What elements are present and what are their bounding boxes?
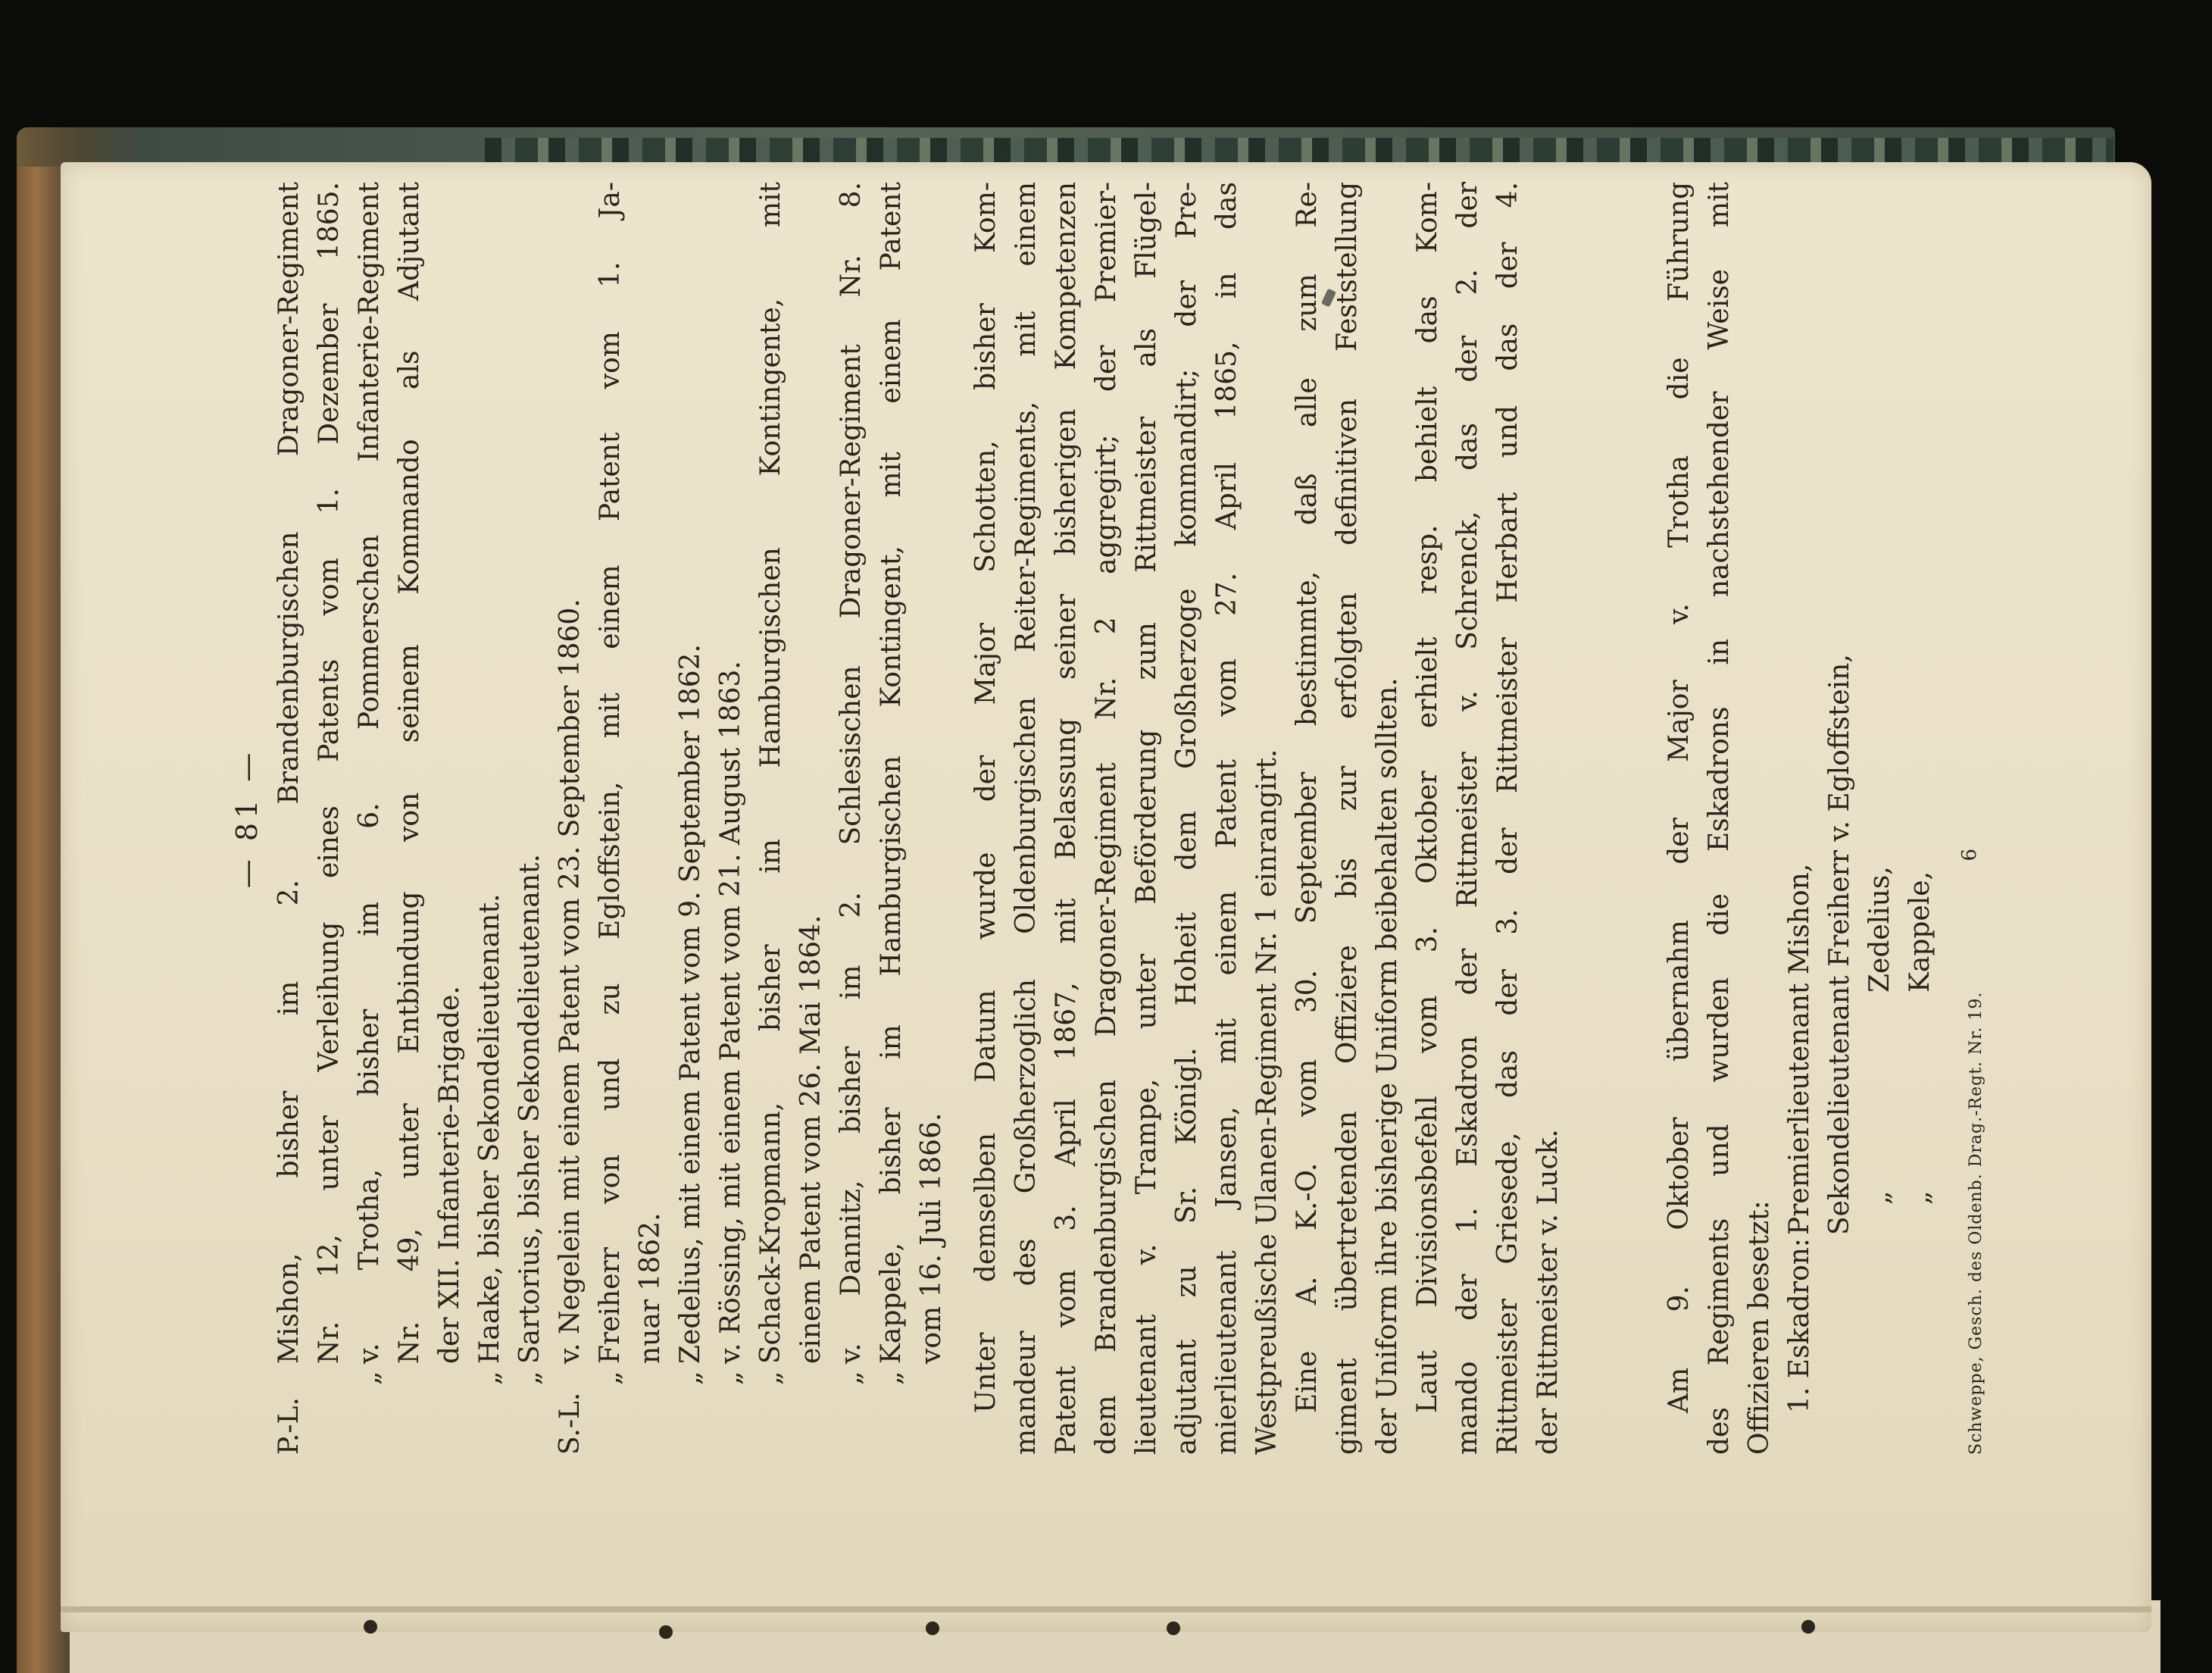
list-item (470, 182, 510, 1455)
paragraph-line: Laut Divisionsbefehl vom 3. Oktober erhielt resp. behielt das Kom- (1412, 182, 1443, 1413)
ditto-mark: „ (514, 1371, 545, 1385)
paragraph-line: der Uniform ihre bisherige Uniform beibehalten sollten. (1372, 677, 1403, 1455)
list-item (349, 182, 389, 1455)
binding-hole (1167, 1621, 1180, 1635)
paragraph-line: lieutenant v. Trampe, unter Beförderung zum Rittmeister als Flügel- (1131, 182, 1162, 1455)
paragraph-line: des Regiments und wurden die Eskadrons in nachstehender Weise mit (1704, 182, 1735, 1455)
list-item (791, 182, 831, 1455)
paragraph-line: giment übertretenden Offiziere bis zur erfolgten definitiven Feststellung (1332, 182, 1363, 1455)
list-text: Mishon, bisher im 2. Brandenburgischen Dragoner-Regiment (273, 182, 305, 1364)
list-text: Nr. 49, unter Entbindung von seinem Kommando als Adjutant (394, 182, 425, 1364)
squadron-row (1900, 182, 1940, 1455)
footer-citation: Schweppe, Gesch. des Oldenb. Drag.-Regt. Nr. 19. (1967, 991, 1985, 1455)
ditto-mark: „ (755, 1371, 786, 1385)
list-item (711, 182, 751, 1455)
paragraph-line: der Rittmeister v. Luck. (1532, 1129, 1564, 1455)
list-item (269, 182, 309, 1455)
list-text: Zedelius, mit einem Patent vom 9. September 1862. (675, 644, 706, 1364)
rotated-text-block-continued (1659, 182, 1985, 1455)
ditto-mark: „ (354, 1371, 385, 1385)
list-text: v. Negelein mit einem Patent vom 23. September 1860. (555, 599, 586, 1364)
squadron-officer: Kappele, (1904, 871, 1936, 993)
list-text: einem Patent vom 26. Mai 1864. (795, 915, 826, 1364)
list-item (550, 182, 590, 1455)
list-text: der XII. Infanterie-Brigade. (434, 986, 465, 1364)
paragraph-line: Unter demselben Datum wurde der Major Schotten, bisher Kom- (970, 182, 1001, 1413)
list-item (871, 182, 911, 1455)
list-item (309, 182, 349, 1455)
binding-hole (1801, 1620, 1815, 1634)
list-text: v. Rössing, mit einem Patent vom 21. August 1863. (715, 661, 746, 1364)
paragraph-line: Westpreußische Ulanen-Regiment Nr. 1 einrangirt. (1251, 749, 1283, 1455)
ditto-mark: „ (595, 1371, 626, 1385)
list-item (430, 182, 470, 1455)
paragraph-line: Am 9. Oktober übernahm der Major v. Trotha die Führung (1664, 182, 1695, 1413)
page-number-header: — 81 — (230, 748, 264, 889)
paragraph-line: Patent vom 3. April 1867, mit Belassung seiner bisherigen Kompetenzen (1051, 182, 1082, 1455)
list-text: Haake, bisher Sekondelieutenant. (474, 893, 505, 1364)
squadron-officer: Sekondelieutenant Freiherr v. Egloffstein, (1824, 654, 1855, 1235)
list-item (670, 182, 711, 1455)
list-item (911, 182, 951, 1455)
ditto-mark: „ (474, 1371, 505, 1385)
ditto-mark: „ (1904, 1190, 1936, 1205)
list-text: nuar 1862. (635, 1212, 666, 1364)
list-text: Schack-Kropmann, bisher im Hamburgischen Kontingente, mit (755, 182, 786, 1364)
paragraph-line: Offizieren besetzt: (1744, 1200, 1775, 1455)
squadron-officer: Premierlieutenant Mishon, (1784, 863, 1815, 1235)
squadron-row (1820, 182, 1860, 1455)
list-item (751, 182, 791, 1455)
page-fold-line (61, 1606, 2151, 1612)
list-text: v. Dannitz, bisher im 2. Schlesischen Dragoner-Regiment Nr. 8. (836, 182, 867, 1364)
list-text: Kappele, bisher im Hamburgischen Kontingent, mit einem Patent (876, 182, 907, 1364)
list-item (389, 182, 430, 1455)
paragraph-line: adjutant zu Sr. Königl. Hoheit dem Großherzoge kommandirt; der Pre- (1171, 182, 1202, 1455)
list-text: vom 16. Juli 1866. (916, 1112, 947, 1364)
ditto-mark: „ (836, 1371, 867, 1385)
ditto-mark: „ (675, 1371, 706, 1385)
rank-label: P.-L. (273, 1397, 305, 1455)
paragraph-line: Eine A. K.-O. vom 30. September bestimmte, daß alle zum Re- (1292, 182, 1323, 1413)
list-item (510, 182, 550, 1455)
paragraph-line: mandeur des Großherzoglich Oldenburgischen Reiter-Regiments, mit einem (1011, 182, 1042, 1455)
squadron-officer: Zedelius, (1864, 866, 1895, 993)
paragraph-line: Rittmeister Griesede, das der 3. der Rittmeister Herbart und das der 4. (1492, 182, 1523, 1455)
book-spine (17, 167, 65, 1673)
squadron-row (1860, 182, 1900, 1455)
paragraph-line: mando der 1. Eskadron der Rittmeister v. Schrenck, das der 2. der (1452, 182, 1483, 1455)
list-text: Freiherr von und zu Egloffstein, mit einem Patent vom 1. Ja- (595, 182, 626, 1364)
binding-hole (659, 1625, 673, 1639)
list-item (590, 182, 630, 1455)
rank-label: S.-L. (555, 1392, 586, 1455)
list-text: v. Trotha, bisher im 6. Pommerschen Infanterie-Regiment (354, 182, 385, 1364)
list-item (630, 182, 670, 1455)
ditto-mark: „ (1864, 1190, 1895, 1205)
paragraph-line: dem Brandenburgischen Dragoner-Regiment Nr. 2 aggregirt; der Premier- (1091, 182, 1122, 1455)
signature-mark: 6 (1958, 849, 1981, 862)
ditto-mark: „ (876, 1371, 907, 1385)
list-text: Sartorius, bisher Sekondelieutenant. (514, 854, 545, 1364)
squadron-label: 1. Eskadron: (1784, 1237, 1815, 1413)
paragraph-line: mierlieutenant Jansen, mit einem Patent vom 27. April 1865, in das (1211, 182, 1242, 1455)
binding-hole (364, 1620, 377, 1634)
ditto-mark: „ (715, 1371, 746, 1385)
list-text: Nr. 12, unter Verleihung eines Patents vom 1. Dezember 1865. (314, 182, 345, 1364)
binding-hole (926, 1621, 939, 1635)
squadron-row (1779, 182, 1820, 1455)
rotated-text-block (230, 182, 1564, 1455)
list-item (831, 182, 871, 1455)
